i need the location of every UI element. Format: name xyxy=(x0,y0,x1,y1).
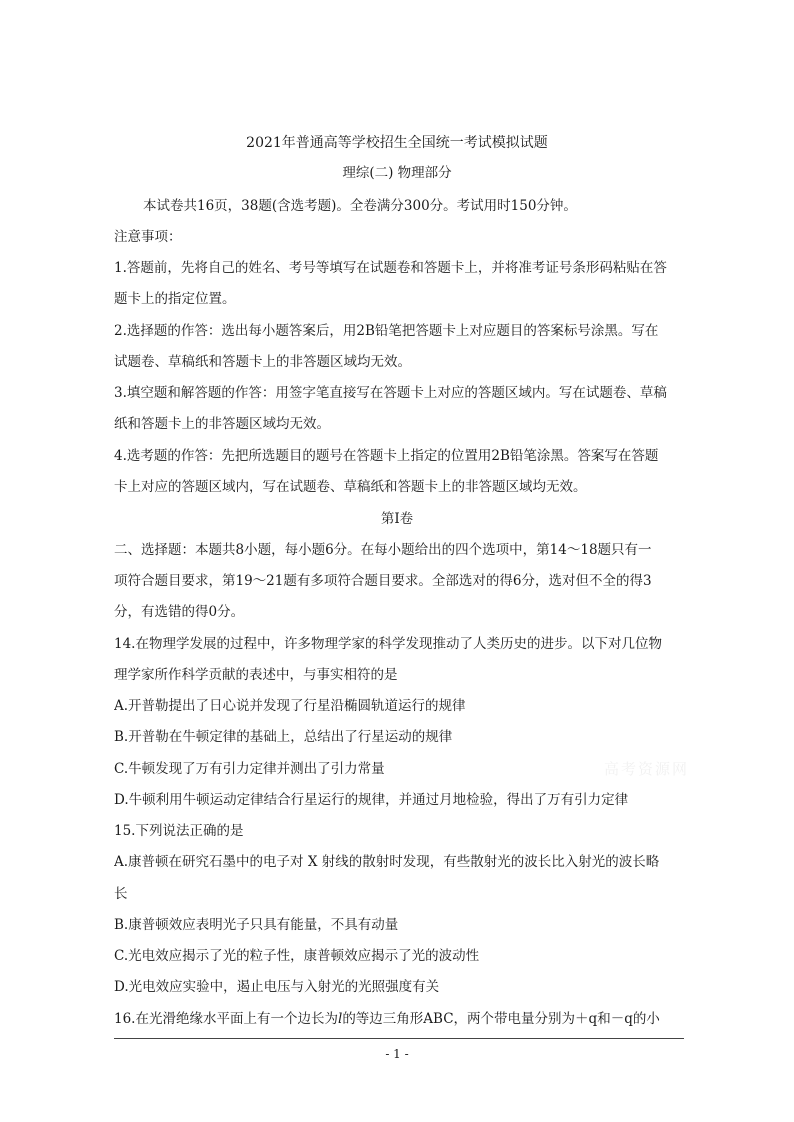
section-instructions: 二、选择题：本题共8小题，每小题6分。在每小题给出的四个选项中，第14～18题只有一 xyxy=(114,542,652,558)
question-16-stem-end: 的等边三角形ABC，两个带电量分别为＋q和－q的小 xyxy=(342,1011,660,1027)
notes-line: 1.答题前，先将自己的姓名、考号等填写在试题卷和答题卡上，并将准考证号条形码粘贴在答 xyxy=(114,260,667,276)
question-15-option-a-continued: 长 xyxy=(114,886,128,902)
page-subtitle: 理综(二) 物理部分 xyxy=(342,165,452,181)
notes-heading: 注意事项： xyxy=(114,229,182,245)
page-number: - 1 - xyxy=(385,1047,409,1061)
question-14-option-c: C.牛顿发现了万有引力定律并测出了引力常量 xyxy=(114,761,385,777)
question-15-option-c: C.光电效应揭示了光的粒子性，康普顿效应揭示了光的波动性 xyxy=(114,948,480,964)
question-16-stem xyxy=(114,1009,684,1029)
question-16-stem-start: 16.在光滑绝缘水平面上有一个边长为 xyxy=(114,1011,338,1027)
question-15-option-a: A.康普顿在研究石墨中的电子对 X 射线的散射时发现，有些散射光的波长比入射光的波长略 xyxy=(114,854,660,870)
notes-line: 卡上对应的答题区域内，写在试题卷、草稿纸和答题卡上的非答题区域均无效。 xyxy=(114,479,587,495)
question-14-stem: 理学家所作科学贡献的表述中，与事实相符的是 xyxy=(114,667,398,683)
notes-line: 3.填空题和解答题的作答：用签字笔直接写在答题卡上对应的答题区域内。写在试题卷、草稿 xyxy=(114,385,667,401)
exam-intro: 本试卷共16页，38题(含选考题)。全卷满分300分。考试用时150分钟。 xyxy=(143,198,577,214)
footer-divider xyxy=(114,1038,684,1039)
notes-line: 2.选择题的作答：选出每小题答案后，用2B铅笔把答题卡上对应题目的答案标号涂黑。写在 xyxy=(114,323,659,339)
page-title: 2021年普通高等学校招生全国统一考试模拟试题 xyxy=(246,135,548,151)
question-15-option-b: B.康普顿效应表明光子只具有能量，不具有动量 xyxy=(114,917,399,933)
notes-line: 纸和答题卡上的非答题区域均无效。 xyxy=(114,416,330,432)
question-14-option-a: A.开普勒提出了日心说并发现了行星沿椭圆轨道运行的规律 xyxy=(114,698,466,714)
question-14-stem: 14.在物理学发展的过程中，许多物理学家的科学发现推动了人类历史的进步。以下对几位物 xyxy=(114,636,662,652)
section-title: 第I卷 xyxy=(380,511,414,527)
notes-line: 题卡上的指定位置。 xyxy=(114,291,236,307)
notes-line: 4.选考题的作答：先把所选题目的题号在答题卡上指定的位置用2B铅笔涂黑。答案写在答题 xyxy=(114,448,659,464)
side-length-variable: l xyxy=(337,1011,343,1027)
section-instructions: 分，有选错的得0分。 xyxy=(114,604,245,620)
watermark: 高考资源网 xyxy=(604,760,690,778)
question-15-option-d: D.光电效应实验中，遏止电压与入射光的光照强度有关 xyxy=(114,979,440,995)
notes-line: 试题卷、草稿纸和答题卡上的非答题区域均无效。 xyxy=(114,354,411,370)
question-14-option-d: D.牛顿利用牛顿运动定律结合行星运行的规律，并通过月地检验，得出了万有引力定律 xyxy=(114,792,629,808)
section-instructions: 项符合题目要求，第19～21题有多项符合题目要求。全部选对的得6分，选对但不全的得3 xyxy=(114,573,652,589)
question-15-stem: 15.下列说法正确的是 xyxy=(114,823,244,839)
question-14-option-b: B.开普勒在牛顿定律的基础上，总结出了行星运动的规律 xyxy=(114,729,453,745)
